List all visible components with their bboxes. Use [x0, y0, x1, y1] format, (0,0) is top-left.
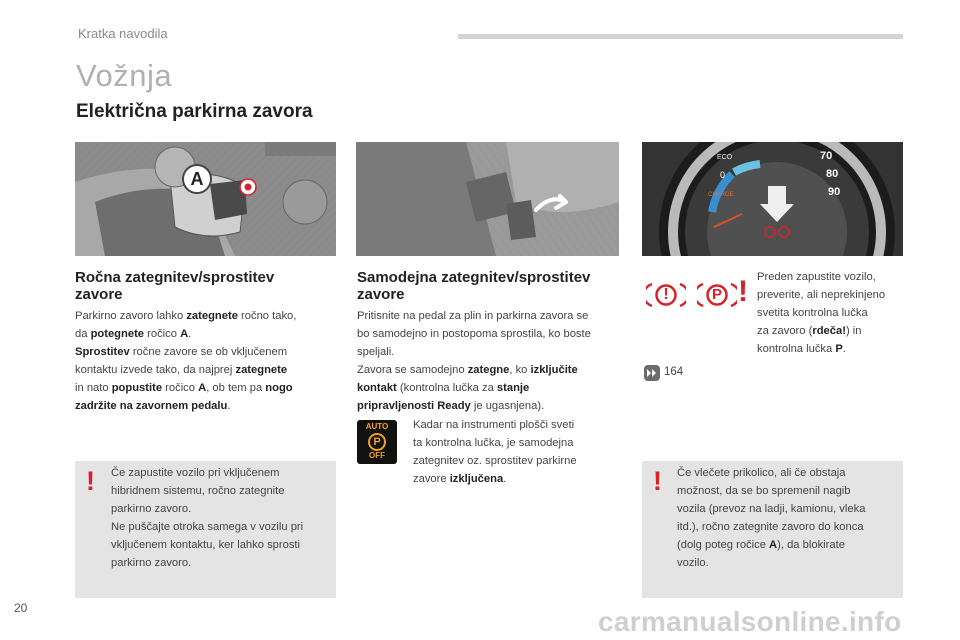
auto-indicator-line: ta kontrolna lučka, je samodejna — [413, 437, 574, 449]
warning-line: Če vlečete prikolico, ali če obstaja — [677, 467, 846, 479]
auto-icon-bottom: OFF — [369, 451, 385, 460]
auto-line: kontakt (kontrolna lučka za stanje — [357, 382, 530, 394]
auto-heading — [357, 269, 590, 303]
header-rule — [458, 34, 903, 39]
gauge-label-90: 90 — [828, 186, 841, 198]
gauge-label-80: 80 — [826, 168, 839, 180]
right-line: svetita kontrolna lučka — [757, 307, 868, 319]
warning-right-text — [677, 464, 901, 572]
watermark: carmanualsonline.info — [598, 606, 902, 637]
right-line: kontrolna lučka P. — [757, 343, 846, 355]
manual-line: Sprostitev ročne zavore se ob vključenem — [75, 346, 288, 358]
park-warning-excl: ! — [738, 275, 748, 308]
warning-line: parkirno zavoro. — [111, 557, 192, 569]
photo-accelerator-pedal — [356, 142, 619, 256]
callout-a-label: A — [190, 169, 204, 189]
warning-left-text — [111, 464, 333, 572]
auto-line: Zavora se samodejno zategne, ko izključite — [357, 364, 578, 376]
warning-line: vozila (prevoz na ladji, kamionu, vleka — [677, 503, 866, 515]
manual-line: zadržite na zavornem pedalu. — [75, 400, 231, 412]
auto-body — [357, 307, 622, 415]
page-title: Vožnja — [76, 58, 173, 93]
auto-icon-p-ring — [368, 433, 386, 451]
manual-body — [75, 307, 337, 415]
auto-line: speljali. — [357, 346, 395, 358]
manual-line: Parkirno zavoro lahko zategnete ročno tako, — [75, 310, 297, 322]
auto-heading-line1: Samodejna zategnitev/sprostitev — [357, 269, 591, 286]
auto-heading-line2: zavore — [357, 286, 405, 303]
warning-line: vozilo. — [677, 557, 709, 569]
right-line: za zavoro (rdeča!) in — [757, 325, 862, 337]
warning-line: itd.), ročno zategnite zavoro do konca — [677, 521, 864, 533]
auto-indicator-text — [413, 416, 623, 488]
callout-a-badge — [182, 164, 212, 194]
page-number: 20 — [14, 601, 28, 615]
page-ref-icon — [644, 365, 660, 381]
auto-indicator-line: Kadar na instrumenti plošči sveti — [413, 419, 575, 431]
warning-right-icon: ! — [653, 466, 662, 496]
auto-line: Pritisnite na pedal za plin in parkirna zavora se — [357, 310, 589, 322]
warning-line: vključenem kontaktu, ker lahko sprosti — [111, 539, 301, 551]
warning-left-icon: ! — [86, 466, 95, 496]
manual-heading-line2: zavore — [75, 286, 123, 303]
photo-manual-lever — [75, 142, 336, 256]
section-label: Kratka navodila — [78, 26, 168, 41]
warning-line: (dolg poteg ročice A), da blokirate — [677, 539, 845, 551]
gauge-label-eco: ECO — [717, 154, 733, 161]
auto-indicator-line: zavore izključena. — [413, 473, 507, 485]
warning-line: možnost, da se bo spremenil nagib — [677, 485, 851, 497]
auto-icon-p: P — [373, 436, 381, 448]
gauge-label-charge: CHARGE — [708, 192, 734, 198]
right-body — [757, 268, 907, 358]
gauge-label-70: 70 — [820, 150, 833, 162]
auto-indicator-line: zategnitev oz. sprostitev parkirne — [413, 455, 577, 467]
warning-line: parkirno zavoro. — [111, 503, 192, 515]
brake-warning-icon — [646, 282, 686, 308]
park-indicator-icon — [697, 282, 737, 308]
warning-line: hibridnem sistemu, ročno zategnite — [111, 485, 285, 497]
park-indicator-p: P — [711, 286, 722, 303]
page-subtitle: Električna parkirna zavora — [76, 101, 313, 122]
manual-heading-line1: Ročna zategnitev/sprostitev — [75, 269, 275, 286]
manual-line: kontaktu izvede tako, da najprej zategnete — [75, 364, 288, 376]
auto-line: bo samodejno in postopoma sprostila, ko boste — [357, 328, 591, 340]
warning-line: Ne puščajte otroka samega v vozilu pri — [111, 521, 304, 533]
auto-off-icon — [357, 420, 397, 464]
right-line: Preden zapustite vozilo, — [757, 271, 876, 283]
auto-line: pripravljenosti Ready je ugasnjena). — [357, 400, 545, 412]
manual-line: da potegnete ročico A. — [75, 328, 192, 340]
gauge-label-zero: 0 — [720, 170, 726, 180]
manual-heading — [75, 269, 274, 303]
right-line: preverite, ali neprekinjeno — [757, 289, 886, 301]
auto-icon-top: AUTO — [365, 422, 389, 431]
manual-line: in nato popustite ročico A, ob tem pa nogo — [75, 382, 293, 394]
page-ref-link[interactable]: 164 — [664, 366, 684, 378]
brake-warning-excl: ! — [663, 286, 669, 303]
warning-line: Če zapustite vozilo pri vključenem — [111, 467, 280, 479]
photo-instrument-gauge — [642, 142, 903, 256]
